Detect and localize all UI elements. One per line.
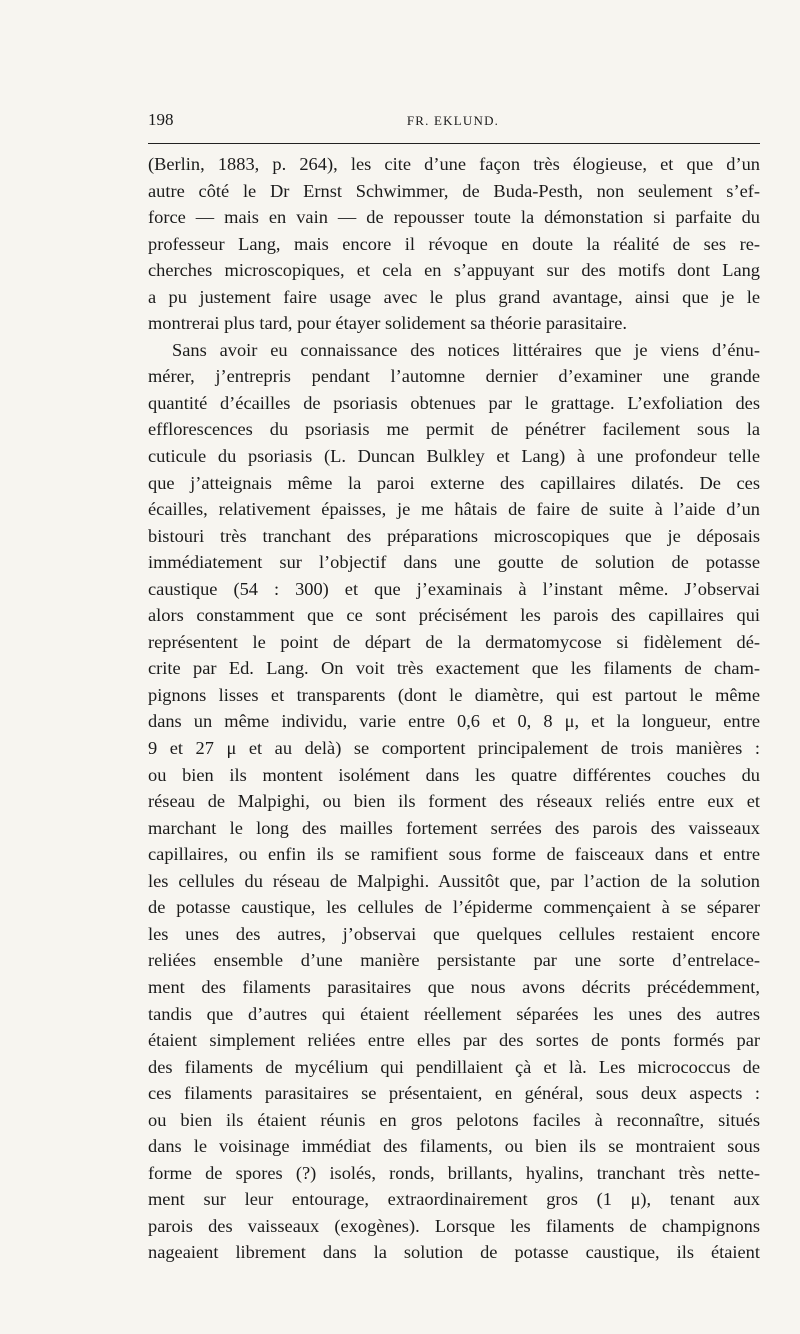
text-line: efflorescences du psoriasis me permit de pénétrer facilement sous la (148, 419, 760, 440)
text-line: professeur Lang, mais encore il révoque en doute la réalité de ses re- (148, 233, 760, 254)
text-line: dans le voisinage immédiat des filaments, ou bien ils se montraient sous (148, 1136, 760, 1157)
text-line: mérer, j’entrepris pendant l’automne dernier d’examiner une grande (148, 366, 760, 387)
text-line: bistouri très tranchant des préparations microscopiques que je déposais (148, 525, 760, 546)
text-line: réseau de Malpighi, ou bien ils forment des réseaux reliés entre eux et (148, 791, 760, 812)
text-line: alors constamment que ce sont précisément les parois des capillaires qui (148, 605, 760, 626)
text-line: dans un même individu, varie entre 0,6 et 0, 8 μ, et la longueur, entre (148, 711, 760, 732)
text-line: forme de spores (?) isolés, ronds, brillants, hyalins, tranchant très nette- (148, 1162, 760, 1183)
text-line: cuticule du psoriasis (L. Duncan Bulkley et Lang) à une profondeur telle (148, 446, 760, 467)
header-rule (148, 143, 760, 144)
running-head: FR. EKLUND. (406, 113, 500, 128)
text-line: tandis que d’autres qui étaient réellement séparées les unes des autres (148, 1003, 760, 1024)
text-line: représentent le point de départ de la dermatomycose si fidèlement dé- (148, 631, 760, 652)
text-line: capillaires, ou enfin ils se ramifient sous forme de faisceaux dans et entre (148, 844, 760, 865)
text-line: les cellules du réseau de Malpighi. Aussitôt que, par l’action de la solution (148, 870, 760, 891)
text-line: reliées ensemble d’une manière persistante par une sorte d’entrelace- (148, 950, 760, 971)
text-line: force — mais en vain — de repousser toute la démonstation si parfaite du (148, 207, 760, 228)
text-line: montrerai plus tard, pour étayer solidement sa théorie parasitaire. (148, 313, 628, 334)
text-line: écailles, relativement épaisses, je me hâtais de faire de suite à l’aide d’un (148, 499, 760, 520)
text-line: ces filaments parasitaires se présentaient, en général, sous deux aspects : (148, 1083, 760, 1104)
text-line: autre côté le Dr Ernst Schwimmer, de Buda-Pesth, non seulement s’ef- (148, 180, 760, 201)
text-line: ou bien ils montent isolément dans les quatre différentes couches du (148, 764, 760, 785)
text-line: caustique (54 : 300) et que j’examinais à l’instant même. J’observai (148, 578, 760, 599)
text-line: 9 et 27 μ et au delà) se comportent principalement de trois manières : (148, 738, 760, 759)
page-header (148, 110, 758, 134)
text-line: nageaient librement dans la solution de potasse caustique, ils étaient (148, 1242, 760, 1263)
text-line: que j’atteignais même la paroi externe des capillaires dilatés. De ces (148, 472, 760, 493)
text-line: ment sur leur entourage, extraordinairement gros (1 μ), tenant aux (148, 1189, 760, 1210)
text-line: a pu justement faire usage avec le plus grand avantage, ainsi que je le (148, 286, 760, 307)
text-line: parois des vaisseaux (exogènes). Lorsque les filaments de champignons (148, 1215, 760, 1236)
text-line: des filaments de mycélium qui pendillaient çà et là. Les micrococcus de (148, 1056, 760, 1077)
text-line: Sans avoir eu connaissance des notices littéraires que je viens d’énu- (172, 339, 760, 360)
body-text (148, 151, 760, 1266)
text-line: étaient simplement reliées entre elles par des sortes de ponts formés par (148, 1030, 760, 1051)
text-line: crite par Ed. Lang. On voit très exactement que les filaments de cham- (148, 658, 760, 679)
text-line: pignons lisses et transparents (dont le diamètre, qui est partout le même (148, 684, 760, 705)
text-line: ment des filaments parasitaires que nous avons décrits précédemment, (148, 976, 760, 997)
text-line: (Berlin, 1883, p. 264), les cite d’une façon très élogieuse, et que d’un (148, 154, 760, 174)
text-line: ou bien ils étaient réunis en gros pelotons faciles à reconnaître, situés (148, 1109, 760, 1130)
text-line: cherches microscopiques, et cela en s’appuyant sur des motifs dont Lang (148, 260, 760, 281)
text-line: immédiatement sur l’objectif dans une goutte de solution de potasse (148, 552, 760, 573)
text-line: quantité d’écailles de psoriasis obtenues par le grattage. L’exfoliation des (148, 392, 760, 413)
text-line: les unes des autres, j’observai que quelques cellules restaient encore (148, 923, 760, 944)
text-line: de potasse caustique, les cellules de l’épiderme commençaient à se séparer (148, 897, 760, 918)
page-number: 198 (148, 110, 174, 129)
text-line: marchant le long des mailles fortement serrées des parois des vaisseaux (148, 817, 760, 838)
